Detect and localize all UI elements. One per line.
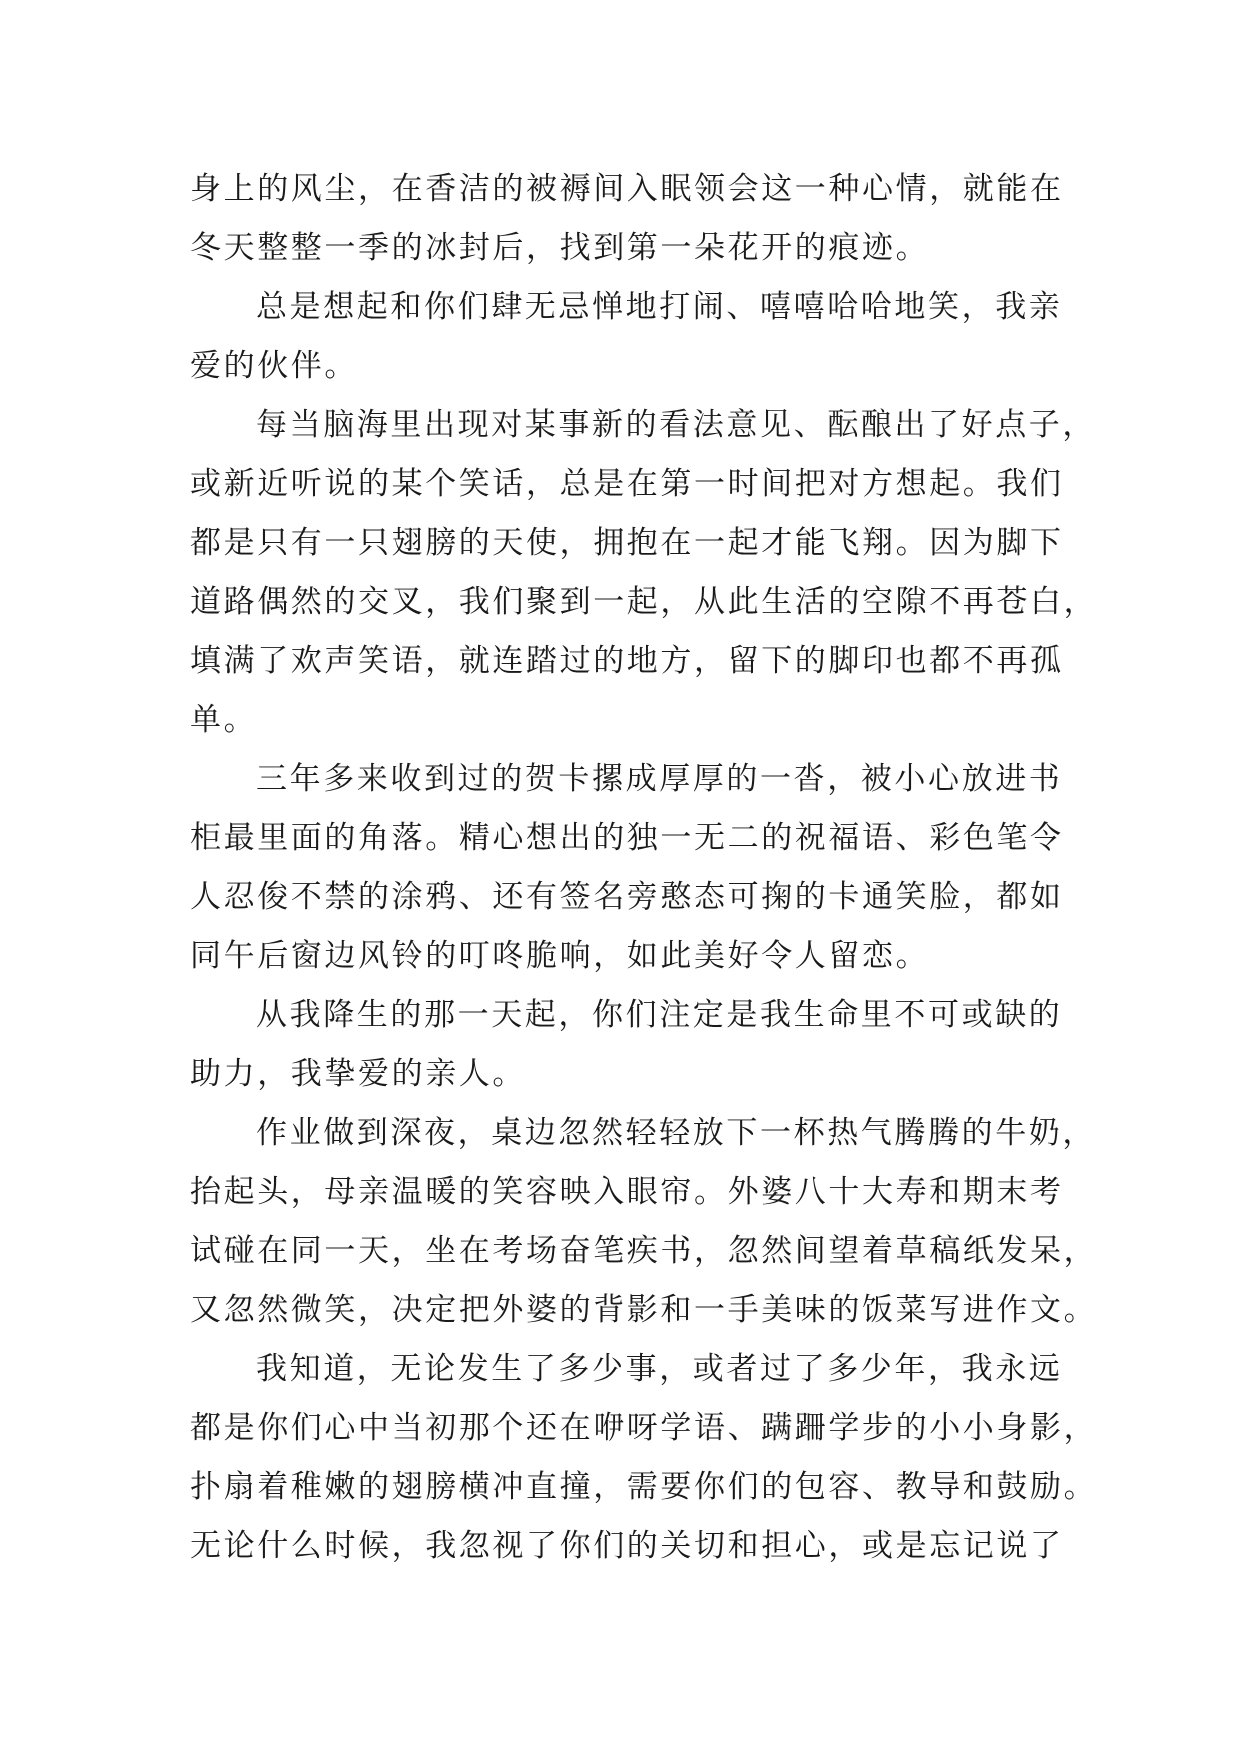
text-line: 爱的伙伴。	[190, 348, 358, 384]
text-line: 扑扇着稚嫩的翅膀横冲直撞，需要你们的包容、教导和鼓励。	[190, 1469, 1098, 1505]
text-line: 身上的风尘，在香洁的被褥间入眠领会这一种心情，就能在	[190, 171, 1064, 207]
text-line: 同午后窗边风铃的叮咚脆响，如此美好令人留恋。	[190, 938, 930, 974]
text-line: 又忽然微笑，决定把外婆的背影和一手美味的饭菜写进作文。	[190, 1292, 1098, 1328]
text-line: 抬起头，母亲温暖的笑容映入眼帘。外婆八十大寿和期末考	[190, 1174, 1064, 1210]
text-line: 从我降生的那一天起，你们注定是我生命里不可或缺的	[256, 997, 1063, 1033]
text-line: 都是只有一只翅膀的天使，拥抱在一起才能飞翔。因为脚下	[190, 525, 1064, 561]
text-line: 助力，我挚爱的亲人。	[190, 1056, 526, 1092]
text-line: 三年多来收到过的贺卡摞成厚厚的一沓，被小心放进书	[256, 761, 1063, 797]
text-line: 人忍俊不禁的涂鸦、还有签名旁憨态可掬的卡通笑脸，都如	[190, 879, 1064, 915]
text-line: 每当脑海里出现对某事新的看法意见、酝酿出了好点子，	[256, 407, 1096, 443]
body-text	[190, 160, 1098, 1576]
text-line: 都是你们心中当初那个还在咿呀学语、蹒跚学步的小小身影，	[190, 1410, 1098, 1446]
text-line: 无论什么时候，我忽视了你们的关切和担心，或是忘记说了	[190, 1528, 1064, 1564]
text-line: 试碰在同一天，坐在考场奋笔疾书，忽然间望着草稿纸发呆，	[190, 1233, 1098, 1269]
text-line: 柜最里面的角落。精心想出的独一无二的祝福语、彩色笔令	[190, 820, 1064, 856]
text-line: 单。	[190, 702, 258, 738]
text-line: 道路偶然的交叉，我们聚到一起，从此生活的空隙不再苍白，	[190, 584, 1098, 620]
text-line: 或新近听说的某个笑话，总是在第一时间把对方想起。我们	[190, 466, 1064, 502]
text-line: 我知道，无论发生了多少事，或者过了多少年，我永远	[256, 1351, 1063, 1387]
text-line: 作业做到深夜，桌边忽然轻轻放下一杯热气腾腾的牛奶，	[256, 1115, 1096, 1151]
text-line: 冬天整整一季的冰封后，找到第一朵花开的痕迹。	[190, 230, 930, 266]
text-line: 填满了欢声笑语，就连踏过的地方，留下的脚印也都不再孤	[190, 643, 1064, 679]
text-line: 总是想起和你们肆无忌惮地打闹、嘻嘻哈哈地笑，我亲	[256, 289, 1063, 325]
